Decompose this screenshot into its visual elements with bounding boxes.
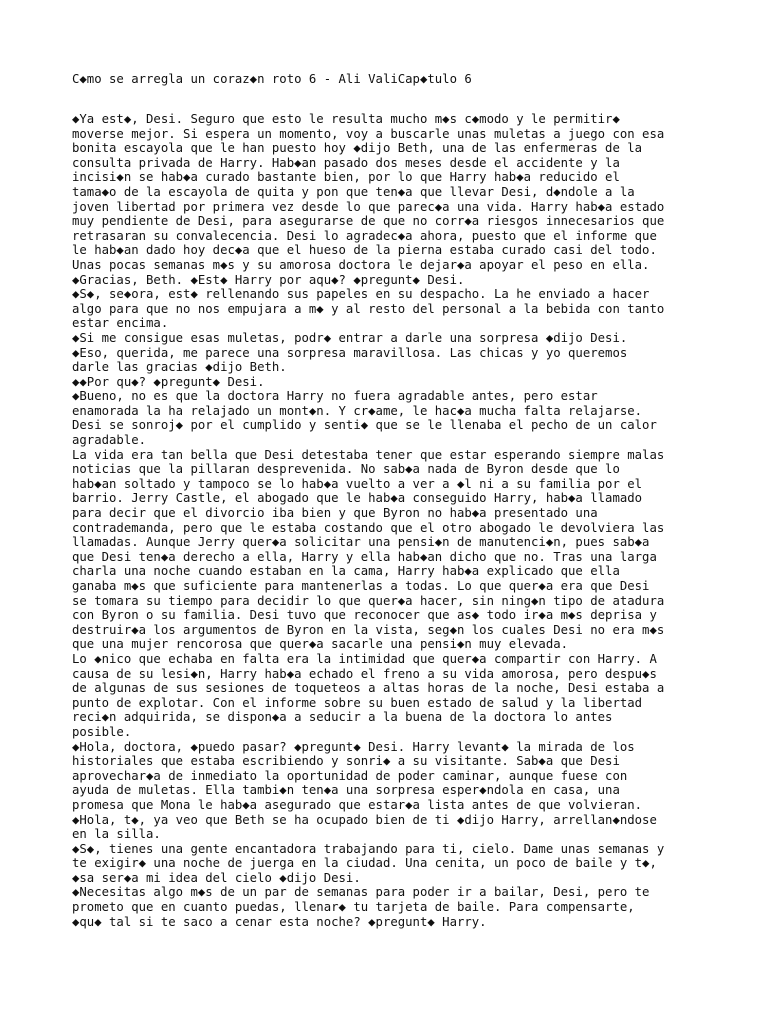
paragraph: ◆S◆, se◆ora, est◆ rellenando sus papeles en su despacho. La he enviado a hacer algo para que no nos empujara a m◆ y al resto del personal a la bebida con tanto estar encima. bbox=[72, 287, 665, 331]
paragraph: ◆◆Por qu◆? ◆pregunt◆ Desi. bbox=[72, 374, 265, 389]
paragraph: ◆Gracias, Beth. ◆Est◆ Harry por aqu◆? ◆pregunt◆ Desi. bbox=[72, 272, 465, 287]
paragraph: ◆Eso, querida, me parece una sorpresa maravillosa. Las chicas y yo queremos darle las gracias ◆dijo Beth. bbox=[72, 345, 628, 375]
paragraph: ◆S◆, tienes una gente encantadora trabajando para ti, cielo. Dame unas semanas y te exigir◆ una noche de juerga en la ciudad. Una cenita, un poco de baile y t◆, ◆sa ser◆a mi idea del cielo ◆dijo Desi. bbox=[72, 841, 665, 885]
paragraph: ◆Bueno, no es que la doctora Harry no fuera agradable antes, pero estar enamorada la ha relajado un mont◆n. Y cr◆ame, le hac◆a mucha falta relajarse. Desi se sonroj◆ por el cumplido y senti◆ que se le llenaba el pecho de un calor agradable. bbox=[72, 389, 657, 448]
paragraph: ◆Necesitas algo m◆s de un par de semanas para poder ir a bailar, Desi, pero te prometo que en cuanto puedas, llenar◆ tu tarjeta de baile. Para compensarte, ◆qu◆ tal si te saco a cenar esta noche? ◆pregunt◆ Harry. bbox=[72, 885, 650, 929]
paragraph: ◆Si me consigue esas muletas, podr◆ entrar a darle una sorpresa ◆dijo Desi. bbox=[72, 330, 628, 345]
document-body bbox=[72, 112, 692, 929]
document-title: C◆mo se arregla un coraz◆n roto 6 - Ali ValiCap◆tulo 6 bbox=[72, 72, 472, 86]
document-page bbox=[72, 72, 692, 929]
paragraph: Lo ◆nico que echaba en falta era la intimidad que quer◆a compartir con Harry. A causa de su lesi◆n, Harry hab◆a echado el freno a su vida amorosa, pero despu◆s de algunas de sus sesiones de toqueteos a altas horas de la noche, Desi estaba a punto de explotar. Con el informe sobre su buen estado de salud y la libertad reci◆n adquirida, se dispon◆a a seducir a la buena de la doctora lo antes posible. bbox=[72, 651, 665, 739]
paragraph: ◆Ya est◆, Desi. Seguro que esto le resulta mucho m◆s c◆modo y le permitir◆ moverse mejor. Si espera un momento, voy a buscarle unas muletas a juego con esa bonita escayola que le han puesto hoy ◆dijo Beth, una de las enfermeras de la consulta privada de Harry. Hab◆an pasado dos meses desde el accidente y la incisi◆n se hab◆a curado bastante bien, por lo que Harry hab◆a reducido el tama◆o de la escayola de quita y pon que ten◆a que llevar Desi, d◆ndole a la joven libertad por primera vez desde lo que parec◆a una vida. Harry hab◆a estado muy pendiente de Desi, para asegurarse de que no corr◆a riesgos innecesarios que retrasaran su convalecencia. Desi lo agradec◆a ahora, puesto que el informe que le hab◆an dado hoy dec◆a que el hueso de la pierna estaba curado casi del todo. Unas pocas semanas m◆s y su amorosa doctora le dejar◆a apoyar el peso en ella. bbox=[72, 112, 665, 272]
paragraph: ◆Hola, t◆, ya veo que Beth se ha ocupado bien de ti ◆dijo Harry, arrellan◆ndose en la silla. bbox=[72, 812, 657, 842]
paragraph: La vida era tan bella que Desi detestaba tener que estar esperando siempre malas noticias que la pillaran desprevenida. No sab◆a nada de Byron desde que lo hab◆an soltado y tampoco se lo hab◆a vuelto a ver a ◆l ni a su familia por el barrio. Jerry Castle, el abogado que le hab◆a conseguido Harry, hab◆a llamado para decir que el divorcio iba bien y que Byron no hab◆a presentado una contrademanda, pero que le estaba costando que el otro abogado le devolviera las llamadas. Aunque Jerry quer◆a solicitar una pensi◆n de manutenci◆n, pues sab◆a que Desi ten◆a derecho a ella, Harry y ella hab◆an dicho que no. Tras una larga charla una noche cuando estaban en la cama, Harry hab◆a explicado que ella ganaba m◆s que suficiente para mantenerlas a todas. Lo que quer◆a era que Desi se tomara su tiempo para decidir lo que quer◆a hacer, sin ning◆n tipo de atadura con Byron o su familia. Desi tuvo que reconocer que as◆ todo ir◆a m◆s deprisa y destruir◆a los argumentos de Byron en la vista, seg◆n los cuales Desi no era m◆s que una mujer rencorosa que quer◆a sacarle una pensi◆n muy elevada. bbox=[72, 447, 665, 652]
paragraph: ◆Hola, doctora, ◆puedo pasar? ◆pregunt◆ Desi. Harry levant◆ la mirada de los historiales que estaba escribiendo y sonri◆ a su visitante. Sab◆a que Desi aprovechar◆a de inmediato la oportunidad de poder caminar, aunque fuese con ayuda de muletas. Ella tambi◆n ten◆a una sorpresa esper◆ndola en casa, una promesa que Mona le hab◆a asegurado que estar◆a lista antes de que volvieran. bbox=[72, 739, 643, 812]
